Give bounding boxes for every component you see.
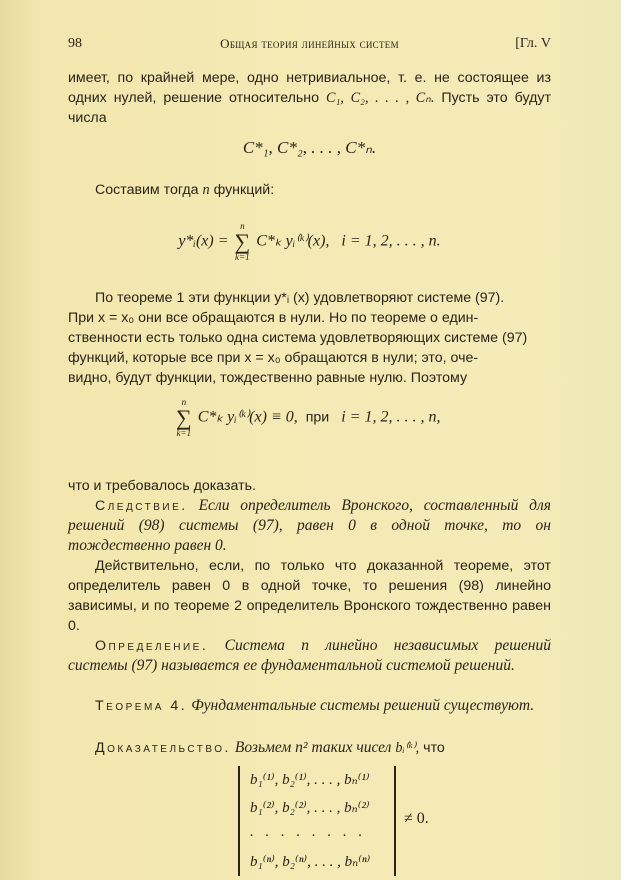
definition-label: Определение. <box>95 638 209 654</box>
determinant-row: b₁⁽²⁾, b₂⁽²⁾, . . . , bₙ⁽²⁾ <box>250 800 370 816</box>
paragraph-1 <box>68 68 551 128</box>
line: функций, которые все при x = x₀ обращаются в нули; это, оче- <box>68 350 479 366</box>
paragraph-2 <box>68 180 551 200</box>
sum-lower: k=1 <box>176 428 192 438</box>
page-number: 98 <box>68 36 82 51</box>
text: имеет, по крайней мере, одно нетривиальное, т. е. не состоящее из одних нулей, решение относительно <box>68 70 551 106</box>
definition-text: Система n линейно независимых решений системы (97) называется ее фундаментальной системой решений. <box>68 637 551 674</box>
running-header <box>68 36 551 56</box>
text: функций: <box>213 182 275 198</box>
formula-identity <box>174 398 554 438</box>
line: По теореме 1 эти функции y*ᵢ (x) удовлетворяют системе (97). <box>95 290 505 306</box>
corollary <box>68 496 551 556</box>
sum-upper: n <box>240 221 245 231</box>
chapter-marker: [Гл. V <box>515 36 551 51</box>
sum-symbol: n ∑ k=1 <box>234 221 251 262</box>
definition <box>68 636 551 676</box>
math-inline: C₁, C₂, . . . , Cₙ. <box>326 90 435 106</box>
theorem-label: Теорема 4. <box>95 698 188 714</box>
sum-lower: k=1 <box>235 252 250 262</box>
formula-range: i = 1, 2, . . . , n, <box>341 408 441 426</box>
paragraph-3 <box>68 288 551 388</box>
determinant-row: b₁⁽¹⁾, b₂⁽¹⁾, . . . , bₙ⁽¹⁾ <box>250 772 370 788</box>
formula-range: i = 1, 2, . . . , n. <box>341 232 441 250</box>
math-inline: bᵢ⁽ᵏ⁾, <box>395 740 420 756</box>
text: что <box>423 740 445 756</box>
paragraph-4: что и требовалось доказать. <box>68 478 256 494</box>
math-inline: n <box>202 182 210 198</box>
proof-label: Доказательство. <box>95 740 231 756</box>
formula-constants: C*₁, C*₂, . . . , C*ₙ. <box>242 138 377 157</box>
determinant-right-bar <box>394 766 396 876</box>
corollary-text: Если определитель Вронского, составленный для решений (98) системы (97), равен 0 в одной точке, то он тождественно равен 0. <box>68 497 551 554</box>
formula-sum-definition <box>68 222 551 262</box>
line: видно, будут функции, тождественно равные нулю. Поэтому <box>68 370 468 386</box>
text: при <box>305 409 330 426</box>
sum-symbol: n ∑ k=1 <box>176 397 192 438</box>
line: ственности есть только одна система удовлетворяющих системе (97) <box>68 330 528 346</box>
line: При x = x₀ они все обращаются в нули. Но по теореме о един- <box>68 310 479 326</box>
formula-rhs: C*ₖ yᵢ⁽ᵏ⁾(x), <box>256 232 330 250</box>
determinant-row: b₁⁽ⁿ⁾, b₂⁽ⁿ⁾, . . . , bₙ⁽ⁿ⁾ <box>250 854 371 870</box>
paragraph-5: Действительно, если, по только что доказанной теореме, этот определитель равен 0 в одной точке, то решения (98) линейно зависимы, и по теореме 2 определитель Вронского тождественно равен 0. <box>68 558 551 634</box>
determinant-row: . . . . . . . . <box>250 824 367 840</box>
formula-lhs: y*ᵢ(x) = <box>178 232 229 250</box>
sum-upper: n <box>181 397 187 407</box>
theorem <box>68 696 551 716</box>
proof-text: Возьмем n² таких чисел <box>234 739 392 756</box>
determinant-left-bar <box>238 766 240 876</box>
corollary-label: Следствие. <box>95 498 188 514</box>
proof <box>68 738 551 758</box>
formula-body: C*ₖ yᵢ⁽ᵏ⁾(x) ≡ 0, <box>197 408 298 426</box>
text: Пусть это будут числа <box>68 90 551 126</box>
theorem-text: Фундаментальные системы решений существуют. <box>191 697 535 714</box>
running-title: Общая теория линейных систем <box>220 36 399 51</box>
not-equal-relation: ≠ 0. <box>404 810 429 827</box>
text: Составим тогда <box>95 182 199 198</box>
determinant <box>238 766 488 878</box>
